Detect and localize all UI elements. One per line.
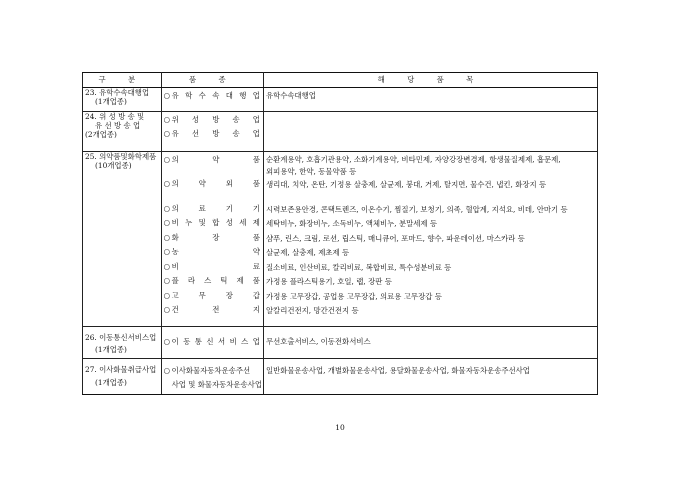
bullet-icon: ○	[163, 290, 171, 300]
item-text: 가정용 플라스틱용기, 호일, 랩, 장판 등	[265, 277, 392, 287]
product-cell	[161, 152, 263, 327]
category-label: 25. 의약품및화학제품	[85, 152, 157, 161]
bullet-icon: ○	[163, 218, 171, 228]
category-cell	[83, 152, 162, 327]
category-cell	[83, 88, 162, 112]
page-number: 10	[335, 423, 345, 432]
table-row	[83, 112, 598, 152]
bullet-icon: ○	[163, 276, 171, 286]
table-row	[83, 327, 598, 359]
header-product-type: 품 종	[161, 73, 263, 88]
bullet-icon: ○	[163, 179, 171, 189]
product-name: 농 약	[171, 247, 260, 257]
bullet-icon: ○	[163, 90, 171, 100]
category-label: 26. 이동통신서비스업	[85, 333, 157, 342]
category-label: 24. 위 성 방 송 및	[85, 112, 145, 121]
bullet-icon: ○	[163, 261, 171, 271]
item-text: 가정용 고무장갑, 공업용 고무장갑, 의료용 고무장갑 등	[265, 291, 442, 301]
bullet-icon: ○	[163, 365, 171, 375]
bullet-icon: ○	[163, 154, 171, 164]
category-count: (10개업종)	[95, 161, 132, 170]
item-text: 무선호출서비스, 이동전화서비스	[265, 336, 371, 346]
items-cell	[263, 359, 597, 395]
item-text: 살균제, 살충제, 제초제 등	[265, 248, 350, 258]
product-cell	[161, 112, 263, 152]
product-name: 의 약 외 품	[171, 179, 260, 189]
product-cell	[161, 359, 263, 395]
product-name: 플 라 스 틱 제 품	[171, 276, 260, 286]
category-label-cont: 유 선 방 송 업	[95, 121, 141, 130]
item-text: 샴푸, 린스, 크림, 로션, 립스틱, 매니큐어, 포마드, 향수, 파운데이션, 마스카라 등	[265, 233, 525, 243]
header-category: 구 분	[83, 73, 162, 88]
bullet-icon: ○	[163, 232, 171, 242]
bullet-icon: ○	[163, 305, 171, 315]
item-text: 생리대, 치약, 온탄, 기정용 살충제, 살균제, 붕대, 거제, 탈지면, 물수건, 냅킨, 화장지 등	[265, 180, 547, 190]
item-text: 세탁비누, 화장비누, 소독비누, 액체비누, 분말세제 등	[265, 219, 438, 229]
product-name: 고 무 장 갑	[171, 290, 260, 300]
product-name: 의 료 기 기	[171, 203, 260, 213]
category-cell	[83, 112, 162, 152]
bullet-icon: ○	[163, 114, 171, 124]
items-cell	[263, 88, 597, 112]
category-label: 23. 유학수속대행업	[85, 88, 150, 97]
product-cell	[161, 327, 263, 359]
table-row	[83, 152, 598, 327]
category-label: 27. 이사화물취급사업	[85, 365, 157, 374]
category-count: (2개업종)	[85, 130, 117, 139]
product-name: 유 선 방 송 업	[171, 129, 260, 139]
product-name: 유 학 수 속 대 행 업	[171, 90, 260, 100]
category-count: (1개업종)	[95, 345, 127, 354]
bullet-icon: ○	[163, 203, 171, 213]
item-text: 순환계용약, 호흡기관용약, 소화기계용약, 비타민제, 자양강장변경제, 항생물질제제, 흡문제,	[265, 154, 561, 164]
header-items: 해 당 품 목	[263, 73, 597, 88]
item-text: 질소비료, 인산비료, 칼리비료, 복합비료, 특수성분비료 등	[265, 262, 452, 272]
items-cell	[263, 152, 597, 327]
items-cell	[263, 112, 597, 152]
category-cell	[83, 359, 162, 395]
product-cell	[161, 88, 263, 112]
table-row	[83, 88, 598, 112]
category-count: (1개업종)	[95, 97, 127, 106]
product-name: 이사화물자동차운송주선	[171, 365, 251, 375]
item-text: 외피용약, 한약, 동물약품 등	[265, 167, 357, 177]
items-cell	[263, 327, 597, 359]
product-name-cont: 사업 및 화물자동차운송사업	[171, 380, 262, 390]
bullet-icon: ○	[163, 336, 171, 346]
item-text: 유학수속대행업	[265, 90, 316, 100]
item-text: 일반화물운송사업, 개별화물운송사업, 용달화물운송사업, 화물자동차운송주선사업	[265, 365, 530, 375]
product-name: 화 장 품	[171, 232, 260, 242]
table-row	[83, 359, 598, 395]
product-name: 의 약 품	[171, 154, 260, 164]
category-table	[82, 72, 598, 395]
table-header-row	[83, 73, 598, 88]
item-text: 시력보존용안경, 콘택트렌즈, 이온수기, 찜질기, 보청기, 의족, 혈압계, 지석요, 비데, 안마기 등	[265, 204, 568, 214]
product-name: 이 동 통 신 서 비 스 업	[171, 336, 260, 346]
product-name: 비 료	[171, 261, 260, 271]
item-text: 알칼리건전지, 망간건전지 등	[265, 306, 359, 316]
category-count: (1개업종)	[95, 378, 127, 387]
bullet-icon: ○	[163, 129, 171, 139]
bullet-icon: ○	[163, 247, 171, 257]
product-name: 위 성 방 송 업	[171, 114, 260, 124]
product-name: 건 전 지	[171, 305, 260, 315]
category-cell	[83, 327, 162, 359]
product-name: 비 누 및 합 성 세 제	[171, 218, 260, 228]
